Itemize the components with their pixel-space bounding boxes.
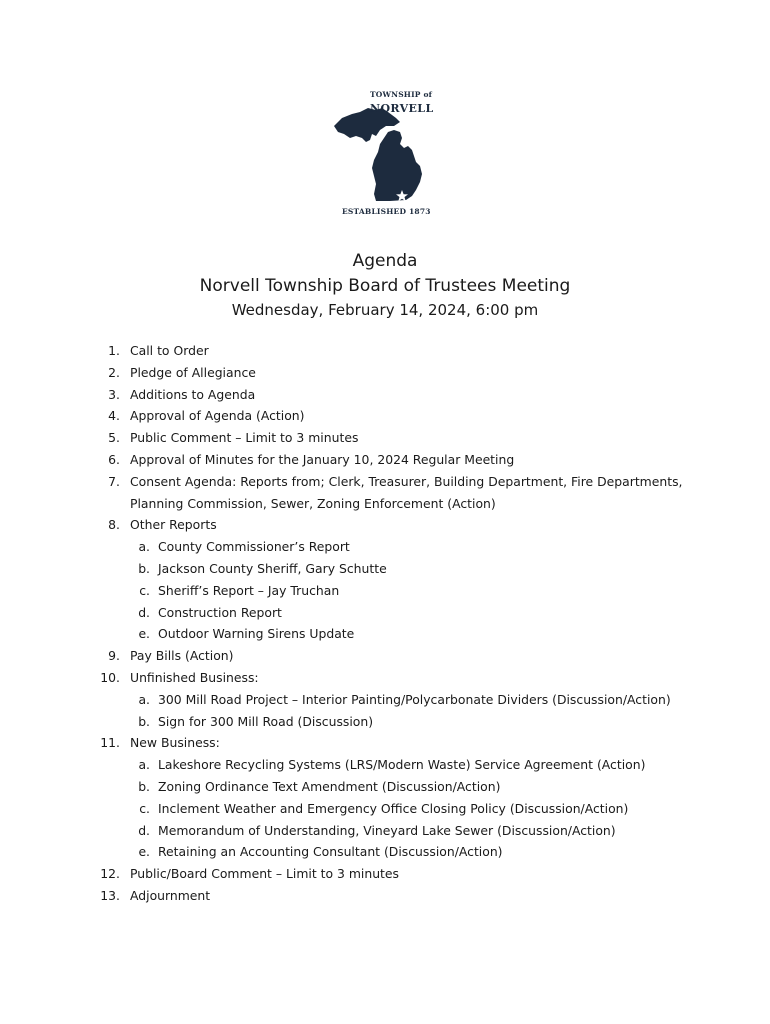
subitem-text: Construction Report: [158, 604, 282, 620]
meeting-title: Norvell Township Board of Trustees Meeting: [199, 276, 571, 296]
item-text: Public/Board Comment – Limit to 3 minutes: [130, 866, 399, 882]
item-number: 13.: [100, 887, 120, 903]
agenda-item: [0, 732, 770, 754]
subitem-text: Inclement Weather and Emergency Office Closing Policy (Discussion/Action): [158, 800, 629, 816]
subitem-text: Outdoor Warning Sirens Update: [158, 626, 355, 642]
item-number: 8.: [108, 517, 120, 533]
subitem-text: County Commissioner’s Report: [158, 539, 350, 555]
agenda-item: [0, 514, 770, 536]
agenda-subitem: [0, 841, 770, 863]
subitem-letter: a.: [138, 539, 150, 555]
agenda-subitem: [0, 623, 770, 645]
agenda-subitem: [0, 754, 770, 776]
subitem-text: Zoning Ordinance Text Amendment (Discussion/Action): [158, 778, 501, 794]
subitem-letter: e.: [138, 626, 150, 642]
agenda-list: [0, 340, 770, 907]
agenda-item: [0, 885, 770, 907]
item-text: Additions to Agenda: [130, 386, 256, 402]
agenda-subitem: [0, 536, 770, 558]
agenda-item: [0, 427, 770, 449]
agenda-item: [0, 667, 770, 689]
item-number: 11.: [100, 735, 120, 751]
subitem-text: Retaining an Accounting Consultant (Discussion/Action): [158, 844, 503, 860]
subitem-letter: c.: [139, 582, 150, 598]
agenda-subitem: [0, 689, 770, 711]
item-number: 3.: [108, 386, 120, 402]
item-text: Unfinished Business:: [130, 669, 259, 685]
agenda-item: [0, 340, 770, 362]
item-text: Adjournment: [130, 887, 211, 903]
agenda-subitem: [0, 711, 770, 733]
logo-line-established: ESTABLISHED 1873: [342, 207, 431, 216]
agenda-item: [0, 362, 770, 384]
item-number: 5.: [108, 430, 120, 446]
item-number: 1.: [108, 343, 120, 358]
subitem-text: Sign for 300 Mill Road (Discussion): [158, 713, 374, 729]
subitem-letter: b.: [138, 713, 150, 729]
subitem-text: Memorandum of Understanding, Vineyard Lake Sewer (Discussion/Action): [158, 822, 616, 838]
item-text: Call to Order: [130, 343, 209, 358]
agenda-item: [0, 471, 770, 493]
item-text: Pay Bills (Action): [130, 648, 234, 664]
item-text: Approval of Agenda (Action): [130, 408, 305, 424]
township-logo: [330, 86, 442, 222]
agenda-subitem: [0, 558, 770, 580]
subitem-text: Jackson County Sheriff, Gary Schutte: [158, 560, 387, 576]
item-text: Other Reports: [130, 517, 217, 533]
item-text: Approval of Minutes for the January 10, 2024 Regular Meeting: [130, 451, 515, 467]
agenda-subitem: [0, 776, 770, 798]
agenda-item: [0, 863, 770, 885]
item-number: 6.: [108, 451, 120, 467]
item-text: Pledge of Allegiance: [130, 364, 256, 380]
subitem-text: Sheriff’s Report – Jay Truchan: [158, 582, 340, 598]
item-text: Consent Agenda: Reports from; Clerk, Treasurer, Building Department, Fire Departments,: [130, 473, 683, 489]
item-text: New Business:: [130, 735, 220, 751]
subitem-letter: d.: [138, 604, 150, 620]
subitem-letter: b.: [138, 778, 150, 794]
item-number: 2.: [108, 364, 120, 380]
agenda-item: [0, 449, 770, 471]
agenda-item: [0, 645, 770, 667]
item-text: Planning Commission, Sewer, Zoning Enforcement (Action): [130, 495, 496, 511]
item-number: 4.: [108, 408, 120, 424]
page-title: Agenda: [352, 251, 418, 271]
item-number: 12.: [100, 866, 120, 882]
item-number: 10.: [100, 669, 120, 685]
agenda-item: [0, 405, 770, 427]
item-number: 7.: [108, 473, 120, 489]
subitem-letter: d.: [138, 822, 150, 838]
logo-line-norvell: NORVELL: [370, 102, 434, 115]
agenda-subitem: [0, 580, 770, 602]
agenda-subitem: [0, 820, 770, 842]
subitem-letter: e.: [138, 844, 150, 860]
agenda-item-continuation: [0, 493, 770, 515]
item-number: 9.: [108, 648, 120, 664]
subitem-letter: a.: [138, 691, 150, 707]
agenda-subitem: [0, 602, 770, 624]
meeting-date: Wednesday, February 14, 2024, 6:00 pm: [231, 301, 539, 319]
subitem-letter: a.: [138, 757, 150, 773]
logo-line-township: TOWNSHIP of: [370, 90, 433, 99]
subitem-text: 300 Mill Road Project – Interior Painting/Polycarbonate Dividers (Discussion/Action): [158, 691, 671, 707]
subitem-text: Lakeshore Recycling Systems (LRS/Modern Waste) Service Agreement (Action): [158, 757, 646, 773]
subitem-letter: b.: [138, 560, 150, 576]
item-text: Public Comment – Limit to 3 minutes: [130, 430, 359, 446]
subitem-letter: c.: [139, 800, 150, 816]
agenda-item: [0, 384, 770, 406]
agenda-subitem: [0, 798, 770, 820]
